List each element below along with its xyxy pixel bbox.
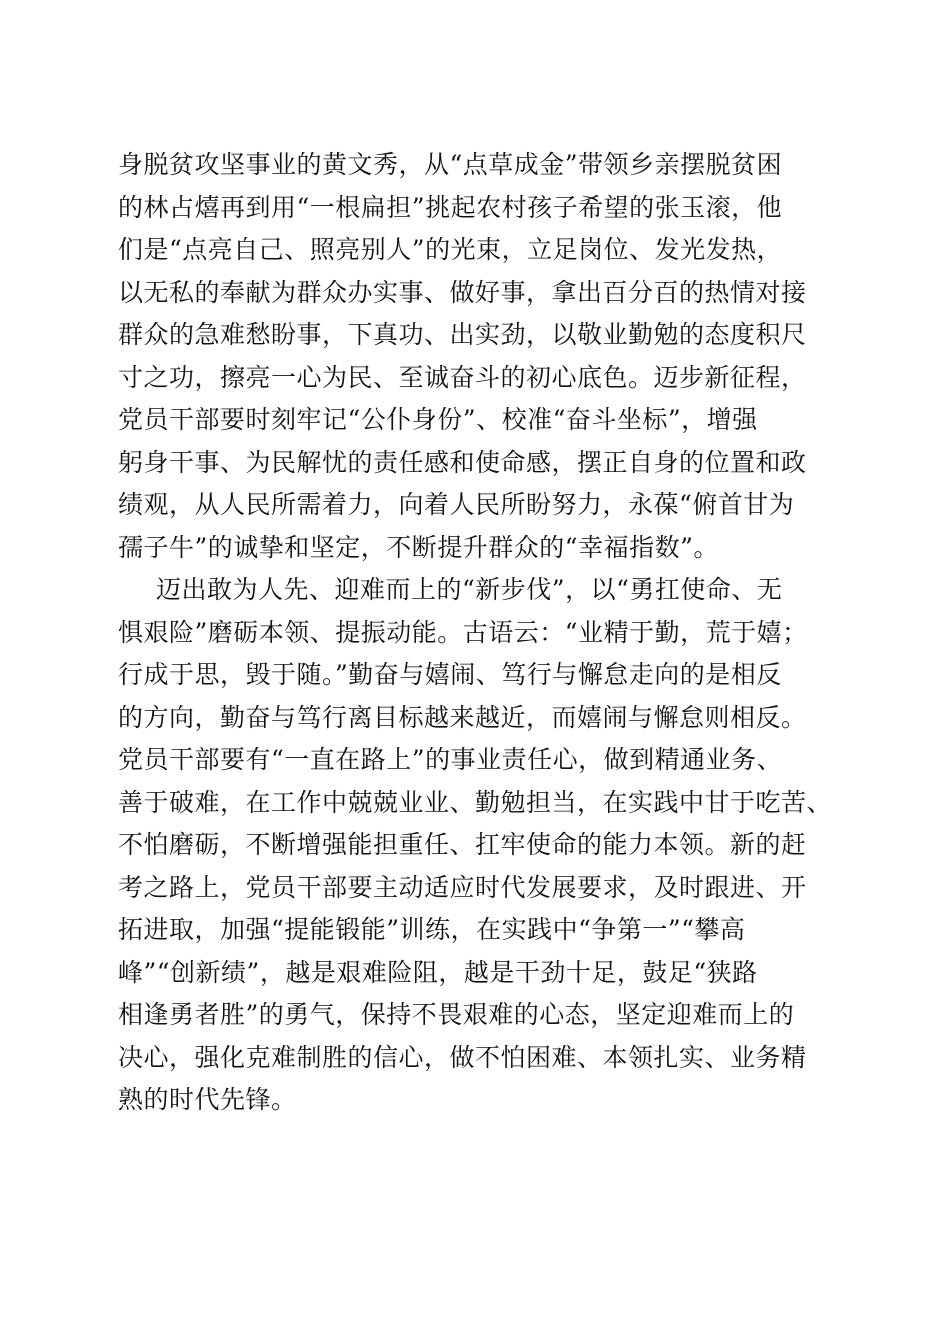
- document-body: [118, 144, 848, 1122]
- paragraph-line: 的林占熺再到用“一根扁担”挑起农村孩子希望的张玉滚，他: [118, 192, 783, 222]
- paragraph-line: 绩观，从人民所需着力，向着人民所盼努力，永葆“俯首甘为: [118, 490, 795, 519]
- paragraph-line: 不怕磨砺，不断增强能担重任、扛牢使命的能力本领。新的赶: [118, 830, 807, 859]
- paragraph-line: 寸之功，擦亮一心为民、至诚奋斗的初心底色。迈步新征程，: [118, 362, 807, 392]
- paragraph-line: 躬身干事、为民解忧的责任感和使命感，摆正自身的位置和政: [118, 447, 807, 477]
- paragraph-line: 善于破难，在工作中兢兢业业、勤勉担当，在实践中甘于吃苦、: [118, 787, 833, 817]
- paragraph-line-indented: 迈出敢为人先、迎难而上的“新步伐”，以“勇扛使命、无: [156, 575, 783, 604]
- paragraph-line: 相逢勇者胜”的勇气，保持不畏艰难的心态，坚定迎难而上的: [118, 1000, 795, 1029]
- paragraph-line: 峰”“创新绩”，越是艰难险阻，越是干劲十足，鼓足“狭路: [118, 957, 758, 987]
- paragraph-2: [118, 569, 848, 1122]
- paragraph-line: 党员干部要有“一直在路上”的事业责任心，做到精通业务、: [118, 745, 783, 774]
- paragraph-line: 们是“点亮自己、照亮别人”的光束，立足岗位、发光发热，: [118, 235, 783, 264]
- paragraph-line: 孺子牛”的诚挚和坚定，不断提升群众的“幸福指数”。: [118, 532, 719, 562]
- paragraph-line: 决心，强化克难制胜的信心，做不怕困难、本领扎实、业务精: [118, 1042, 807, 1072]
- paragraph-line: 以无私的奉献为群众办实事、做好事，拿出百分百的热情对接: [118, 277, 807, 307]
- paragraph-1: [118, 144, 848, 569]
- paragraph-line: 行成于思，毁于随。”勤奋与嬉闹、笃行与懈怠走向的是相反: [118, 660, 782, 689]
- paragraph-line: 党员干部要时刻牢记“公仆身份”、校准“奋斗坐标”，增强: [118, 405, 758, 434]
- paragraph-line: 考之路上，党员干部要主动适应时代发展要求，及时跟进、开: [118, 872, 807, 902]
- paragraph-line: 身脱贫攻坚事业的黄文秀，从“点草成金”带领乡亲摆脱贫困: [118, 150, 783, 179]
- paragraph-line: 拓进取，加强“提能锻能”训练，在实践中“争第一”“攀高: [118, 915, 746, 944]
- paragraph-line: 熟的时代先锋。: [118, 1085, 297, 1114]
- paragraph-line: 群众的急难愁盼事，下真功、出实劲，以敬业勤勉的态度积尺: [118, 320, 807, 349]
- paragraph-line: 的方向，勤奋与笃行离目标越来越近，而嬉闹与懈怠则相反。: [118, 702, 807, 732]
- paragraph-line: 惧艰险”磨砺本领、提振动能。古语云：“业精于勤，荒于嬉；: [118, 617, 808, 647]
